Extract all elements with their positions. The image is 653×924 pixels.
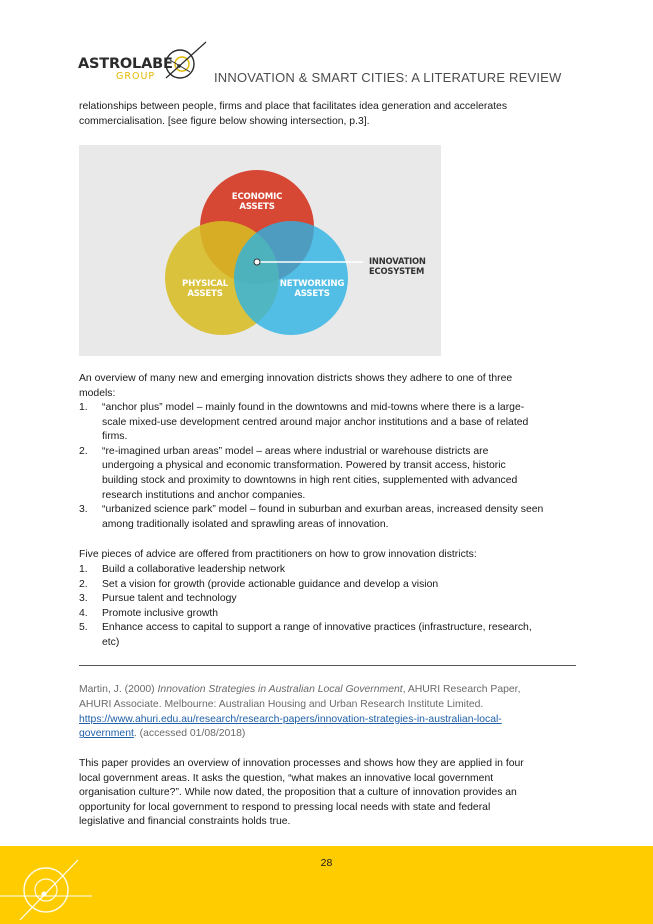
citation-line: AHURI Associate. Melbourne: Australian Housing and Urban Research Institute Limited. <box>79 698 484 710</box>
logo-subtitle: GROUP <box>116 71 156 82</box>
physical-assets-label: PHYSICAL ASSETS <box>182 279 228 299</box>
list-item: 2. Set a vision for growth (provide actionable guidance and develop a vision <box>79 578 439 590</box>
intro-paragraph <box>79 100 575 129</box>
models-list <box>79 401 575 532</box>
advice-intro: Five pieces of advice are offered from practitioners on how to grow innovation districts: <box>79 549 477 560</box>
summary-paragraph: This paper provides an overview of innovation processes and shows how they are applied in four local government areas. It asks the question, “what makes an innovative local government organisation culture?”. While now dated, the proposition that a culture of innovation provides an opportunity for local government to respond to pressing local needs with state and federal legislative and financial constraints holds true. <box>79 758 524 828</box>
models-intro: An overview of many new and emerging innovation districts shows they adhere to one of three models: <box>79 373 513 399</box>
page-footer <box>0 846 653 924</box>
innovation-ecosystem-label: INNOVATION ECOSYSTEM <box>369 256 426 276</box>
advice-list <box>79 563 575 651</box>
page-number: 28 <box>320 857 333 869</box>
ecosystem-marker-icon <box>254 259 260 265</box>
intro-line: commercialisation. [see figure below showing intersection, p.3]. <box>79 115 370 127</box>
innovation-ecosystem-figure <box>79 145 441 356</box>
document-title: INNOVATION & SMART CITIES: A LITERATURE REVIEW <box>214 70 562 85</box>
section-divider <box>79 665 576 666</box>
networking-assets-circle <box>234 221 348 335</box>
citation-url-link[interactable]: https://www.ahuri.edu.au/research/research-papers/innovation-strategies-in-australian-local- <box>79 713 502 725</box>
list-item: 1. “anchor plus” model – mainly found in the downtowns and mid-towns where there is a large- scale mixed-use development centred around major anchor institutions and a base of related firms. <box>79 402 529 443</box>
list-item: 3. “urbanized science park” model – found in suburban and exurban areas, increased density seen among traditionally isolated and sprawling areas of innovation. <box>79 504 544 530</box>
citation-title: Innovation Strategies in Australian Local Government <box>157 684 403 695</box>
economic-assets-label: ECONOMIC ASSETS <box>231 192 283 212</box>
venn-diagram <box>79 145 441 356</box>
list-item: 4. Promote inclusive growth <box>79 607 219 619</box>
reference-citation <box>79 683 575 742</box>
astrolabe-logo <box>78 40 210 86</box>
logo-wordmark: ASTROLABE <box>78 56 173 72</box>
citation-line: Martin, J. (2000) Innovation Strategies in Australian Local Government, AHURI Research Paper, <box>79 684 521 695</box>
list-item: 3. Pursue talent and technology <box>79 593 237 605</box>
citation-url-link[interactable]: government <box>79 728 134 740</box>
list-item: 5. Enhance access to capital to support a range of innovative practices (infrastructure, research, etc) <box>79 622 532 648</box>
list-item: 1. Build a collaborative leadership network <box>79 564 286 575</box>
list-item: 2. “re-imagined urban areas” model – areas where industrial or warehouse districts are undergoing a physical and economic transformation. Powered by transit access, historic building stock and proximity to downtowns in high rent cities, supplemented with advanced research institutions and anchor companies. <box>79 445 518 501</box>
citation-accessed: . (accessed 01/08/2018) <box>133 728 246 740</box>
intro-line: relationships between people, firms and place that facilitates idea generation and accelerates <box>79 101 508 112</box>
networking-assets-label: NETWORKING ASSETS <box>279 279 345 299</box>
